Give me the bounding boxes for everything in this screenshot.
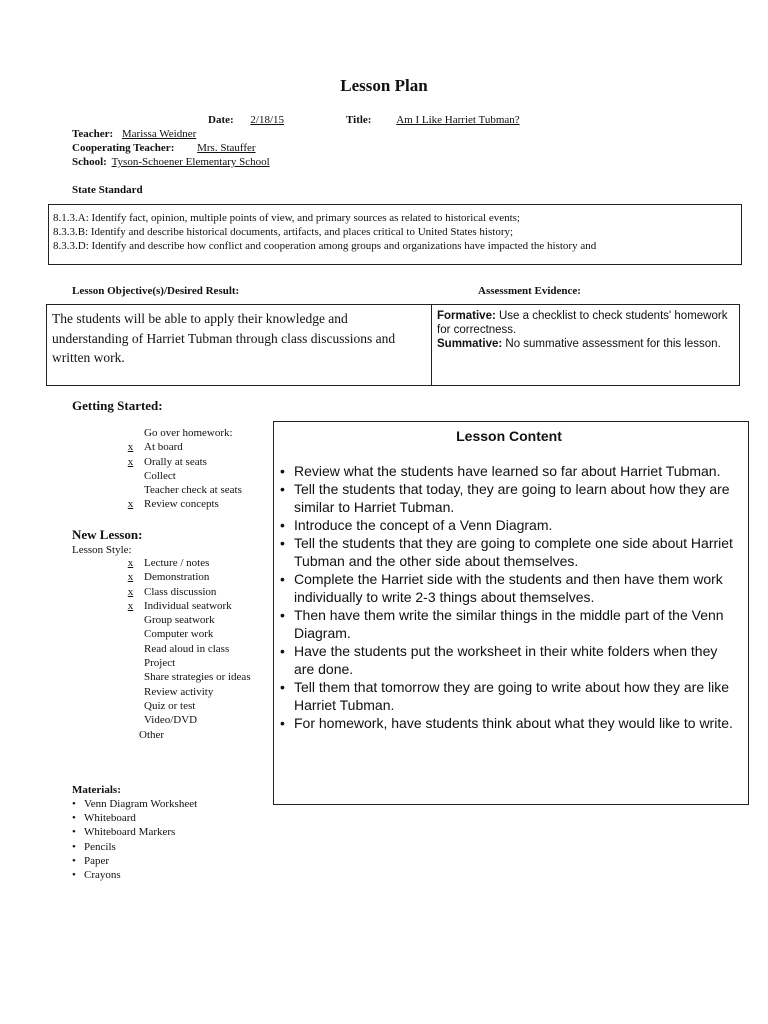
- check-mark: x: [127, 599, 134, 612]
- check-mark: x: [127, 557, 134, 569]
- check-mark: x: [127, 455, 134, 468]
- check-mark: x: [127, 498, 134, 511]
- checklist-label: Demonstration: [144, 571, 210, 584]
- checklist-item: [117, 642, 251, 656]
- checklist-label: Video/DVD: [144, 714, 198, 727]
- checklist-item: [117, 426, 242, 440]
- getting-started-heading: Getting Started:: [72, 398, 163, 413]
- list-item: • Whiteboard: [72, 811, 197, 825]
- list-item: • Have the students put the worksheet in their white folders when they are done.: [280, 642, 738, 678]
- title-value: Am I Like Harriet Tubman?: [396, 114, 520, 126]
- checklist-label: Class discussion: [144, 585, 217, 598]
- check-mark: x: [127, 441, 134, 454]
- objective-heading: Lesson Objective(s)/Desired Result:: [72, 285, 240, 297]
- objective-text: The students will be able to apply their knowledge and understanding of Harriet Tubman through class discussions and written work.: [52, 311, 396, 365]
- summative-row: [437, 337, 734, 351]
- check-mark: x: [127, 585, 134, 598]
- list-item: • For homework, have students think about what they would like to write.: [280, 714, 738, 732]
- checklist-label: Read aloud in class: [144, 642, 230, 655]
- formative-row: [437, 309, 734, 337]
- lesson-style-label: Lesson Style:: [72, 544, 132, 556]
- cooperating-teacher-label: Cooperating Teacher:: [72, 142, 175, 154]
- materials-list: [72, 797, 197, 882]
- checklist-item: [117, 585, 251, 599]
- teacher-label: Teacher:: [72, 128, 114, 140]
- checklist-label: At board: [144, 441, 183, 454]
- checklist-item: [117, 613, 251, 627]
- assessment-cell: [432, 305, 739, 385]
- new-lesson-heading: New Lesson:: [72, 527, 143, 542]
- list-item: • Complete the Harriet side with the students and then have them work individually to write 2-3 things about themselves.: [280, 570, 738, 606]
- list-item: • Whiteboard Markers: [72, 825, 197, 839]
- checklist-item: [117, 440, 242, 454]
- list-item: • Review what the students have learned so far about Harriet Tubman.: [280, 462, 738, 480]
- lesson-content-box: [273, 421, 749, 805]
- title-label: Title:: [346, 114, 372, 126]
- checklist-item: [117, 713, 251, 727]
- checklist-label: Orally at seats: [144, 455, 207, 468]
- checklist-label: Project: [144, 657, 176, 670]
- check-mark: x: [127, 571, 134, 584]
- teacher-row: [72, 127, 250, 141]
- cooperating-teacher-value: Mrs. Stauffer: [197, 142, 256, 154]
- objective-cell: [47, 305, 432, 385]
- checklist-label: Individual seatwork: [144, 599, 232, 612]
- school-value: Tyson-Schoener Elementary School: [111, 156, 270, 168]
- checklist-item: [117, 556, 251, 570]
- materials-heading: Materials:: [72, 784, 121, 796]
- checklist-item: [112, 728, 251, 742]
- cooperating-teacher-row: [72, 141, 297, 155]
- teacher-value: Marissa Weidner: [121, 128, 197, 140]
- standard-line: 8.1.3.A: Identify fact, opinion, multiple points of view, and primary sources as related to historical events;: [53, 212, 520, 224]
- checklist-item: [117, 670, 251, 684]
- assessment-heading: Assessment Evidence:: [478, 285, 581, 297]
- checklist-item: [117, 469, 242, 483]
- list-item: • Crayons: [72, 868, 197, 882]
- state-standard-heading: State Standard: [72, 184, 143, 196]
- summative-label: Summative:: [437, 338, 503, 351]
- checklist-item: [117, 497, 242, 511]
- standard-line: 8.3.3.B: Identify and describe historical documents, artifacts, and places critical to United States history;: [53, 226, 514, 238]
- checklist-item: [117, 483, 242, 497]
- checklist-label: Share strategies or ideas: [144, 671, 251, 684]
- checklist-item: [117, 685, 251, 699]
- checklist-item: [117, 627, 251, 641]
- checklist-item: [117, 699, 251, 713]
- checklist-label: Teacher check at seats: [144, 484, 242, 497]
- date-label: Date:: [208, 114, 234, 126]
- summative-text: No summative assessment for this lesson.: [505, 338, 721, 351]
- list-item: • Tell the students that today, they are going to learn about how they are similar to Harriet Tubman.: [280, 480, 738, 516]
- list-item: • Venn Diagram Worksheet: [72, 797, 197, 811]
- lesson-content-heading: Lesson Content: [456, 428, 562, 444]
- state-standard-box: [48, 204, 742, 265]
- date-value: 2/18/15: [250, 114, 285, 126]
- checklist-item: [117, 656, 251, 670]
- lesson-style-list: [117, 556, 251, 742]
- checklist-item: [117, 455, 242, 469]
- checklist-item: [117, 599, 251, 613]
- checklist-label: Quiz or test: [144, 699, 196, 712]
- checklist-label: Review concepts: [144, 498, 219, 511]
- lesson-content-list: [280, 462, 738, 732]
- checklist-label: Group seatwork: [144, 614, 215, 627]
- list-item: • Then have them write the similar things in the middle part of the Venn Diagram.: [280, 606, 738, 642]
- checklist-item: [117, 570, 251, 584]
- getting-started-list: [117, 426, 242, 512]
- list-item: • Tell the students that they are going to complete one side about Harriet Tubman and the other side about themselves.: [280, 534, 738, 570]
- page-title: Lesson Plan: [340, 76, 428, 95]
- date-row: [208, 113, 318, 127]
- list-item: • Tell them that tomorrow they are going to write about how they are like Harriet Tubman.: [280, 678, 738, 714]
- school-label: School:: [72, 156, 107, 168]
- list-item: • Introduce the concept of a Venn Diagram.: [280, 516, 738, 534]
- standard-line: 8.3.3.D: Identify and describe how conflict and cooperation among groups and organizations have impacted the history and: [53, 240, 597, 252]
- checklist-label: Review activity: [144, 685, 214, 698]
- formative-label: Formative:: [437, 310, 496, 322]
- title-row: [346, 113, 566, 127]
- objective-assessment-table: [46, 304, 740, 386]
- checklist-label: Lecture / notes: [144, 557, 210, 569]
- list-item: • Pencils: [72, 840, 197, 854]
- checklist-label: Computer work: [144, 628, 214, 641]
- list-item: • Paper: [72, 854, 197, 868]
- formative-text: Use a checklist to check students' homework for correctness.: [437, 310, 728, 337]
- checklist-label: Go over homework:: [144, 427, 233, 439]
- checklist-label: Collect: [144, 469, 176, 482]
- checklist-label: Other: [139, 728, 165, 741]
- school-row: [72, 155, 270, 169]
